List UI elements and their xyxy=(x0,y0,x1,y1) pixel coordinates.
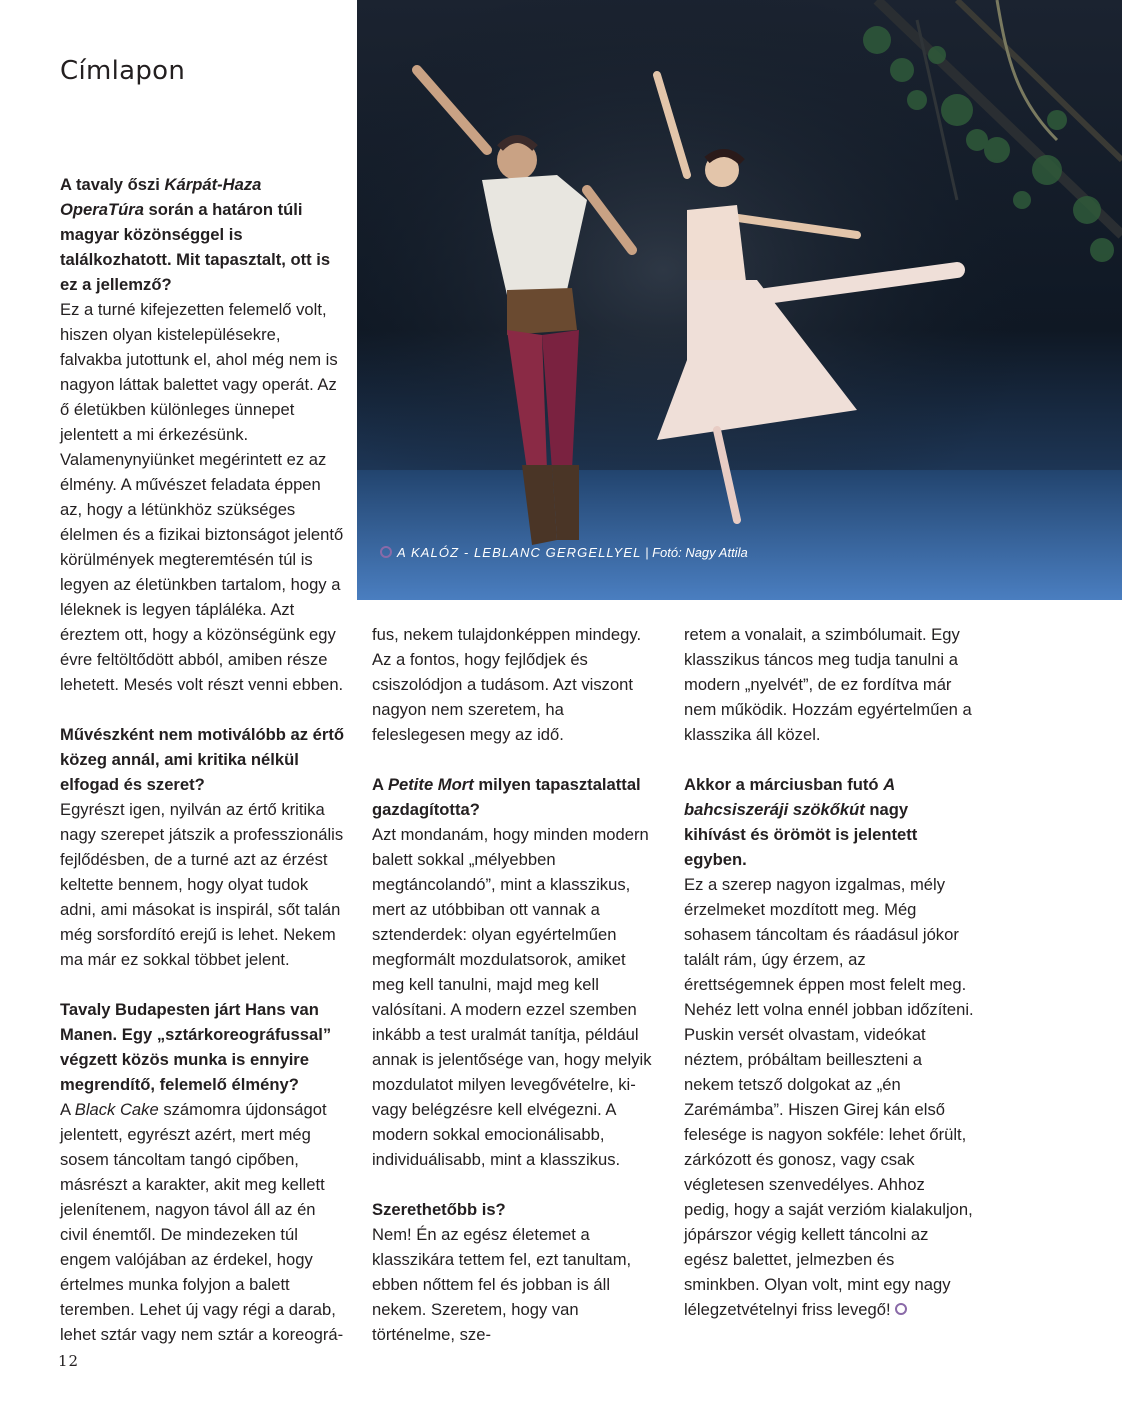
question-1: A tavaly őszi Kárpát-Haza OperaTúra során a határon túli magyar közönséggel is találkozhatott. Mit tapasztalt, ott is ez a jellemző? xyxy=(60,175,331,294)
photo-caption xyxy=(380,545,748,560)
question-3: Tavaly Budapesten járt Hans van Manen. Egy „sztárkoreográfussal” végzett közös munka is ennyire megrendítő, felemelő élmény? xyxy=(60,1000,332,1094)
ballet-photo-illustration xyxy=(357,0,1122,600)
answer-3: A Black Cake számomra újdonságot jelentett, egyrészt azért, mert még sosem táncoltam tangó cipőben, másrészt a karakter, akit meg kellett jelenítenem, nagyon távol áll az én civil énemtől. De mindezeken túl engem valójában az érdekel, hogy értelmes munka folyjon a balett teremben. Lehet új vagy régi a darab, lehet sztár vagy nem sztár a koreográ- xyxy=(60,1100,344,1344)
answer-4: Azt mondanám, hogy minden modern balett sokkal „mélyebben megtáncolandó”, mint a klasszikus, mert az utóbbiban ott vannak a sztenderdek: olyan egyértelműen megformált mozdulatsorok, amiket meg kell tanulni, majd meg kell valósítani. A modern ezzel szemben inkább a test uralmát tanítja, például annak is jelentősége van, hogy melyik mozdulatot milyen levegővételre, ki- vagy belégzésre kell elvégezni. A modern sokkal emocionálisabb, individuálisabb, mint a klasszikus. xyxy=(372,825,652,1169)
caption-title: A KALÓZ - LEBLANC GERGELLYEL xyxy=(397,545,642,560)
answer-3-continued: fus, nekem tulajdonképpen mindegy. Az a fontos, hogy fejlődjek és csiszolódjon a tudásom. Azt viszont nagyon nem szeretem, ha feleslegesen megy az idő. xyxy=(372,625,642,744)
answer-5-continued: retem a vonalait, a szimbólumait. Egy klasszikus táncos meg tudja tanulni a modern „nyelvét”, de ez fordítva már nem működik. Hozzám egyértelműen a klasszika áll közel. xyxy=(684,625,972,744)
answer-1: Ez a turné kifejezetten felemelő volt, hiszen olyan kistelepülésekre, falvakba jutottunk el, ahol még nem is nagyon láttak balettet vagy operát. Az ő életükben különleges ünnepet jelentett a mi érkezésünk. Valamenynyiünket megérintett ez az élmény. A művészet feladata éppen az, hogy a létünkhöz szükséges élelmen és a fizikai biztonságot jelentő körülmények megteremtésén túl is legyen az életünkben tartalom, hogy a léleknek is legyen tápláléka. Azt éreztem ott, hogy a közönségünk egy évre feltöltődött abból, amiben része lehetett. Mesés volt részt venni ebben. xyxy=(60,300,344,694)
caption-circle-icon xyxy=(380,546,392,558)
caption-credit: Fotó: Nagy Attila xyxy=(652,545,748,560)
answer-2: Egyrészt igen, nyilván az értő kritika nagy szerepet játszik a professzionális fejlődésben, de a turné azt az érzést keltette bennem, hogy olyat tudok adni, ami másokat is inspirál, sőt talán még sorsfordító erejű is lehet. Nekem ma már ez sokkal többet jelent. xyxy=(60,800,344,969)
column-2 xyxy=(372,622,660,1347)
column-3 xyxy=(684,622,974,1322)
end-circle-icon xyxy=(895,1303,907,1315)
section-label: Címlapon xyxy=(60,56,186,86)
page-number: 12 xyxy=(58,1352,80,1370)
column-1 xyxy=(60,172,346,1347)
question-5: Szerethetőbb is? xyxy=(372,1200,506,1219)
answer-6: Ez a szerep nagyon izgalmas, mély érzelmeket mozdított meg. Még sohasem táncoltam és ráadásul jókor talált rám, úgy érzem, az érettségemnek éppen most felelt meg. Nehéz lett volna ennél jobban időzíteni. Puskin versét olvastam, videókat néztem, próbáltam beilleszteni a nekem tetsző dolgokat az „én Zarémámba”. Hiszen Girej kán első felesége is nagyon sokféle: lehet őrült, zárkózott és gonosz, vagy csak végletesen szenvedélyes. Ahhoz pedig, hogy a saját verzióm kialakuljon, jópárszor végig kellett táncolni az egész balettet, jelmezben és sminkben. Olyan volt, mint egy nagy lélegzetvételnyi friss levegő! xyxy=(684,875,974,1319)
question-4: A Petite Mort milyen tapasztalattal gazdagította? xyxy=(372,775,641,819)
answer-5: Nem! Én az egész életemet a klasszikára tettem fel, ezt tanultam, ebben nőttem fel és jobban is áll nekem. Szeretem, hogy van történelme, sze- xyxy=(372,1225,632,1344)
caption-separator: | xyxy=(645,545,649,560)
question-2: Művészként nem motiválóbb az értő közeg annál, ami kritika nélkül elfogad és szeret? xyxy=(60,725,344,794)
question-6: Akkor a márciusban futó A bahcsiszeráji szökőkút nagy kihívást és örömöt is jelentett egyben. xyxy=(684,775,918,869)
cover-photo xyxy=(357,0,1122,600)
